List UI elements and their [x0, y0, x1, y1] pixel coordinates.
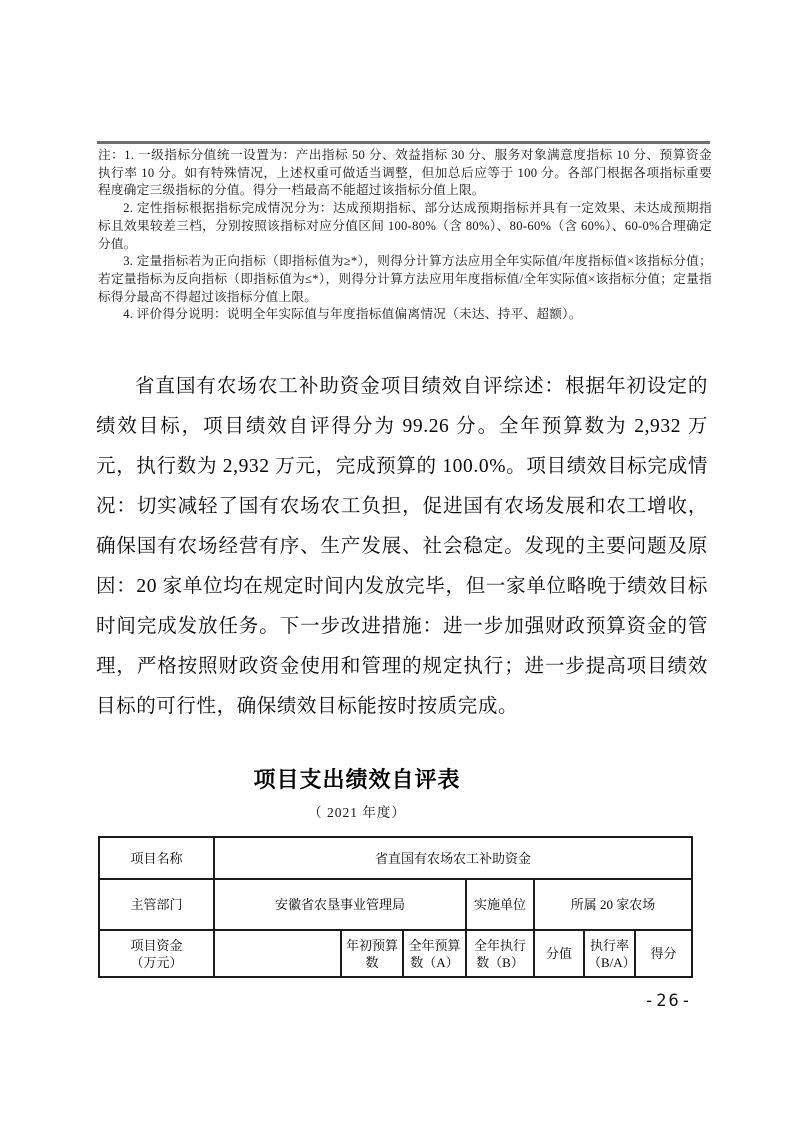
funds-label-text: 项目资金（万元）: [130, 937, 183, 970]
table-row: [99, 837, 692, 879]
col-annual-exec: 全年执行数（B）: [466, 930, 534, 977]
note-3: 3. 定量指标若为正向指标（即指标值为≥*），则得分计算方法应用全年实际值/年度指标值×该指标分值；若定量指标为反向指标（即指标值为≤*），则得分计算方法应用年度指标值/全年实际值×该指标分值；定量指标得分最高不得超过该指标分值上限。: [98, 254, 712, 304]
self-evaluation-summary: 省直国有农场农工补助资金项目绩效自评综述：根据年初设定的绩效目标，项目绩效自评得分为 99.26 分。全年预算数为 2,932 万元，执行数为 2,932 万元，完成预算的 100.0%。项目绩效目标完成情况：切实减轻了国有农场农工负担，促进国有农场发展和农工增收，确保国有农场经营有序、生产发展、社会稳定。发现的主要问题及原因：20 家单位均在规定时间内发放完毕，但一家单位略晚于绩效目标时间完成发放任务。下一步改进措施：进一步加强财政预算资金的管理，严格按照财政资金使用和管理的规定执行；进一步提高项目绩效目标的可行性，确保绩效目标能按时按质完成。: [96, 376, 708, 717]
note-1: 注：1. 一级指标分值统一设置为：产出指标 50 分、效益指标 30 分、服务对象满意度指标 10 分、预算资金执行率 10 分。如有特殊情况，上述权重可做适当调整，但加总后应等于 100 分。各部门根据各项指标重要程度确定三级指标的分值。得分一档最高不能超过该指标分值上限。: [98, 148, 712, 198]
col-points: 分值: [534, 930, 584, 977]
col-annual-budget: 全年预算数（A）: [403, 930, 466, 977]
table-row: [99, 930, 692, 977]
impl-unit-value: 所属 20 家农场: [534, 879, 692, 930]
table-row: [99, 879, 692, 930]
dept-value: 安徽省农垦事业管理局: [214, 879, 466, 930]
col-initial-budget: 年初预算数: [341, 930, 403, 977]
notes-block: [98, 147, 712, 324]
page-number: -26-: [644, 991, 693, 1011]
col-score: 得分: [635, 930, 692, 977]
table-title: 项目支出绩效自评表: [253, 767, 461, 792]
project-name-label: 项目名称: [99, 837, 214, 879]
funds-empty-cell: [214, 930, 341, 977]
note-4: 4. 评价得分说明：说明全年实际值与年度指标值偏离情况（未达、持平、超额）。: [123, 307, 582, 322]
header-rule: [97, 141, 710, 144]
funds-label: [99, 930, 214, 977]
table-subtitle-year: （ 2021 年度）: [308, 805, 406, 820]
dept-label: 主管部门: [99, 879, 214, 930]
col-exec-rate: 执行率（B/A）: [584, 930, 635, 977]
project-name-value: 省直国有农场农工补助资金: [214, 837, 692, 879]
note-2: 2. 定性指标根据指标完成情况分为：达成预期指标、部分达成预期指标并具有一定效果、未达成预期指标且效果较差三档，分别按照该指标对应分值区间 100-80%（含 80%）、80-60%（含 60%）、60-0%合理确定分值。: [98, 201, 712, 251]
performance-self-evaluation-table: [98, 836, 693, 978]
impl-unit-label: 实施单位: [466, 879, 534, 930]
